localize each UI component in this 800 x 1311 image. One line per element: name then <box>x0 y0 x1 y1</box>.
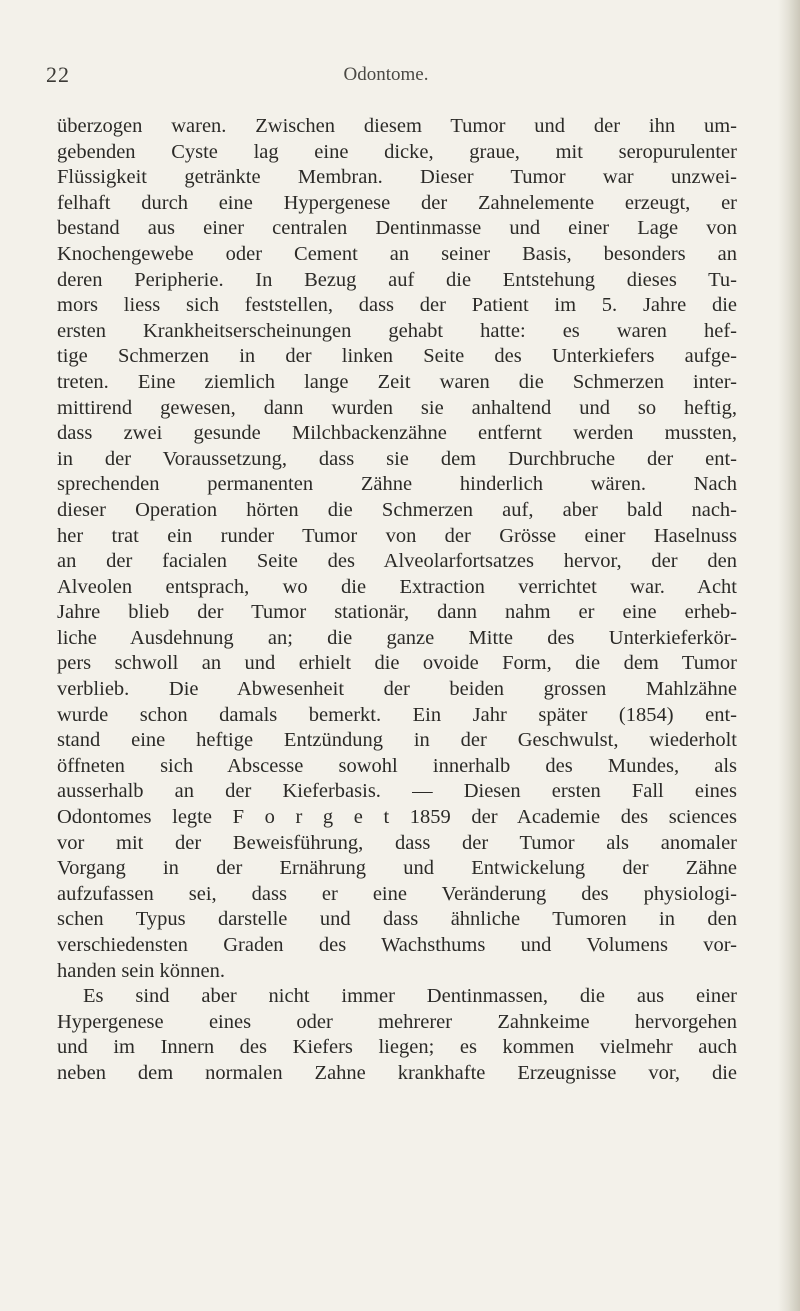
page-number: 22 <box>46 62 70 87</box>
text-line: schen Typus darstelle und dass ähnliche Tumoren in den <box>57 908 737 931</box>
text-line: wurde schon damals bemerkt. Ein Jahr später (1854) ent- <box>57 703 737 726</box>
text-line: mittirend gewesen, dann wurden sie anhaltend und so heftig, <box>57 396 737 419</box>
text-line: neben dem normalen Zahne krankhafte Erzeugnisse vor, die <box>57 1061 737 1084</box>
text-line: dass zwei gesunde Milchbackenzähne entfernt werden mussten, <box>57 422 737 445</box>
text-line: Knochengewebe oder Cement an seiner Basis, besonders an <box>57 242 737 265</box>
text-line: aufzufassen sei, dass er eine Veränderung des physiologi- <box>57 882 737 905</box>
text-line: vor mit der Beweisführung, dass der Tumor als anomaler <box>57 831 737 854</box>
text-line: öffneten sich Abscesse sowohl innerhalb des Mundes, als <box>57 754 737 777</box>
running-title: Odontome. <box>343 64 429 85</box>
text-line: deren Peripherie. In Bezug auf die Entstehung dieses Tu- <box>57 268 737 291</box>
text-line: an der facialen Seite des Alveolarfortsatzes hervor, der den <box>57 550 737 573</box>
text-line: gebenden Cyste lag eine dicke, graue, mit seropurulenter <box>57 140 737 163</box>
text-line: bestand aus einer centralen Dentinmasse und einer Lage von <box>57 217 737 240</box>
text-line: liche Ausdehnung an; die ganze Mitte des Unterkieferkör- <box>57 626 737 649</box>
text-line: pers schwoll an und erhielt die ovoide Form, die dem Tumor <box>57 652 737 675</box>
page-edge-shadow <box>778 0 800 1311</box>
paragraph-start-line: Es sind aber nicht immer Dentinmassen, die aus einer <box>83 985 737 1008</box>
text-line: Flüssigkeit getränkte Membran. Dieser Tumor war unzwei- <box>57 166 737 189</box>
text-line: Hypergenese eines oder mehrerer Zahnkeime hervorgehen <box>57 1010 737 1033</box>
text-line: her trat ein runder Tumor von der Grösse einer Haselnuss <box>57 524 737 547</box>
paragraph-end-line: handen sein können. <box>57 959 225 982</box>
text-line: tige Schmerzen in der linken Seite des Unterkiefers aufge- <box>57 345 737 368</box>
text-line: stand eine heftige Entzündung in der Geschwulst, wiederholt <box>57 729 737 752</box>
text-line: felhaft durch eine Hypergenese der Zahnelemente erzeugt, er <box>57 191 737 214</box>
text-line: Odontomes legte F o r g e t 1859 der Academie des sciences <box>57 806 737 829</box>
body-text <box>57 114 737 1087</box>
text-line: Vorgang in der Ernährung und Entwickelung der Zähne <box>57 857 737 880</box>
text-line: treten. Eine ziemlich lange Zeit waren die Schmerzen inter- <box>57 370 737 393</box>
text-line: Alveolen entsprach, wo die Extraction verrichtet war. Acht <box>57 575 737 598</box>
text-line: überzogen waren. Zwischen diesem Tumor und der ihn um- <box>57 115 737 137</box>
text-line: und im Innern des Kiefers liegen; es kommen vielmehr auch <box>57 1036 737 1059</box>
text-line: dieser Operation hörten die Schmerzen auf, aber bald nach- <box>57 498 737 521</box>
text-line: in der Voraussetzung, dass sie dem Durchbruche der ent- <box>57 447 737 470</box>
text-line: ersten Krankheitserscheinungen gehabt hatte: es waren hef- <box>57 319 737 342</box>
text-line: verschiedensten Graden des Wachsthums und Volumens vor- <box>57 934 737 956</box>
page-header <box>46 62 726 102</box>
text-line: sprechenden permanenten Zähne hinderlich wären. Nach <box>57 473 737 496</box>
text-line: mors liess sich feststellen, dass der Patient im 5. Jahre die <box>57 294 737 317</box>
text-line: Jahre blieb der Tumor stationär, dann nahm er eine erheb- <box>57 601 737 624</box>
text-line: verblieb. Die Abwesenheit der beiden grossen Mahlzähne <box>57 678 737 701</box>
text-line: ausserhalb an der Kieferbasis. — Diesen ersten Fall eines <box>57 780 737 803</box>
